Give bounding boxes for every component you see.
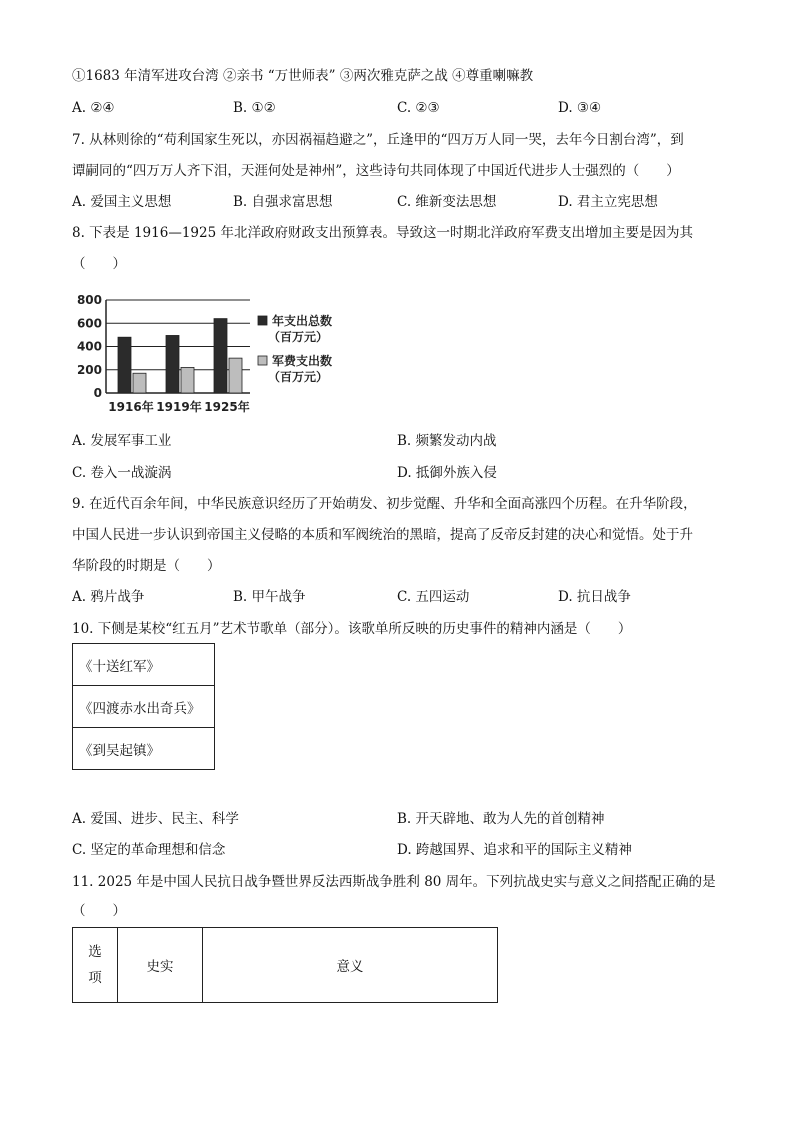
q8-option-b[interactable]: B. 频繁发动内战 (397, 433, 497, 449)
q8-stem-line2: （ ） (72, 256, 126, 272)
y-tick-label: 200 (76, 362, 102, 377)
q10-option-b[interactable]: B. 开天辟地、敢为人先的首创精神 (397, 811, 605, 827)
header-option (73, 928, 118, 1003)
q7-stem-line2: 谭嗣同的“四万万人齐下泪，天涯何处是神州”，这些诗句共同体现了中国近代进步人士强烈的（ ） (72, 163, 680, 179)
song-title: 《到吴起镇》 (73, 728, 215, 770)
q7-option-a[interactable]: A. 爱国主义思想 (72, 194, 172, 210)
table-row (73, 644, 215, 686)
bar-total (166, 335, 179, 393)
table-row (73, 728, 215, 770)
legend-swatch (258, 356, 267, 365)
song-list-table (72, 643, 215, 770)
q8-stem-line1: 8. 下表是 1916—1925 年北洋政府财政支出预算表。导致这一时期北洋政府军费支出增加主要是因为其 (72, 225, 693, 241)
q9-stem-line2: 中国人民进一步认识到帝国主义侵略的本质和军阀统治的黑暗，提高了反帝反封建的决心和觉悟。处于升 (72, 527, 693, 543)
q6-option-b[interactable]: B. ①② (233, 100, 276, 116)
x-tick-label: 1925年 (204, 400, 250, 414)
q11-stem-line1: 11. 2025 年是中国人民抗日战争暨世界反法西斯战争胜利 80 周年。下列抗战史实与意义之间搭配正确的是 (72, 874, 716, 890)
q9-stem-line1: 9. 在近代百余年间，中华民族意识经历了开始萌发、初步觉醒、升华和全面高涨四个历程。在升华阶段， (72, 496, 697, 512)
bar-total (214, 319, 227, 393)
q8-option-d[interactable]: D. 抵御外族入侵 (397, 465, 497, 481)
q7-option-c[interactable]: C. 维新变法思想 (397, 194, 497, 210)
y-tick-label: 400 (76, 339, 102, 354)
legend-unit: （百万元） (268, 370, 329, 384)
legend-label: 年支出总数 (272, 314, 333, 328)
song-title: 《十送红军》 (73, 644, 215, 686)
q7-stem-line1: 7. 从林则徐的“苟利国家生死以，亦因祸福趋避之”，丘逢甲的“四万万人同一哭，去年今日割台湾”，到 (72, 132, 684, 148)
q6-option-c[interactable]: C. ②③ (397, 100, 440, 116)
q8-option-c[interactable]: C. 卷入一战漩涡 (72, 465, 172, 481)
q9-stem-line3: 华阶段的时期是（ ） (72, 558, 221, 574)
q9-option-d[interactable]: D. 抗日战争 (558, 589, 631, 605)
table-row (73, 686, 215, 728)
bar-military (229, 358, 242, 393)
header-option-line1: 选 (88, 944, 102, 960)
header-fact: 史实 (118, 928, 203, 1003)
q9-option-a[interactable]: A. 鸦片战争 (72, 589, 145, 605)
q10-stem: 10. 下侧是某校“红五月”艺术节歌单（部分）。该歌单所反映的历史事件的精神内涵是（ ） (72, 621, 632, 637)
legend-swatch (258, 316, 267, 325)
legend-unit: （百万元） (268, 330, 329, 344)
header-option-line2: 项 (88, 970, 102, 986)
song-title: 《四渡赤水出奇兵》 (73, 686, 215, 728)
q6-option-a[interactable]: A. ②④ (72, 100, 115, 116)
bar-military (133, 373, 146, 393)
x-tick-label: 1919年 (156, 400, 202, 414)
x-tick-label: 1916年 (108, 400, 154, 414)
q11-stem-line2: （ ） (72, 903, 126, 919)
y-tick-label: 800 (76, 293, 102, 307)
q10-option-a[interactable]: A. 爱国、进步、民主、科学 (72, 811, 239, 827)
q11-table (72, 927, 498, 1003)
q9-option-b[interactable]: B. 甲午战争 (233, 589, 306, 605)
bar-military (181, 367, 194, 393)
y-tick-label: 600 (76, 316, 102, 331)
y-tick-label: 0 (93, 386, 102, 400)
q6-option-d[interactable]: D. ③④ (558, 100, 602, 116)
table-header-row (73, 928, 498, 1003)
q10-option-c[interactable]: C. 坚定的革命理想和信念 (72, 842, 226, 858)
header-meaning: 意义 (203, 928, 498, 1003)
q9-option-c[interactable]: C. 五四运动 (397, 589, 470, 605)
bar-total (118, 337, 131, 393)
legend-label: 军费支出数 (272, 354, 333, 368)
q6-items: ①1683 年清军进攻台湾 ②亲书 “万世师表” ③两次雅克萨之战 ④尊重喇嘛教 (72, 68, 534, 84)
q7-option-d[interactable]: D. 君主立宪思想 (558, 194, 658, 210)
q10-option-d[interactable]: D. 跨越国界、追求和平的国际主义精神 (397, 842, 632, 858)
budget-bar-chart (72, 290, 372, 420)
q8-option-a[interactable]: A. 发展军事工业 (72, 433, 172, 449)
q7-option-b[interactable]: B. 自强求富思想 (233, 194, 333, 210)
